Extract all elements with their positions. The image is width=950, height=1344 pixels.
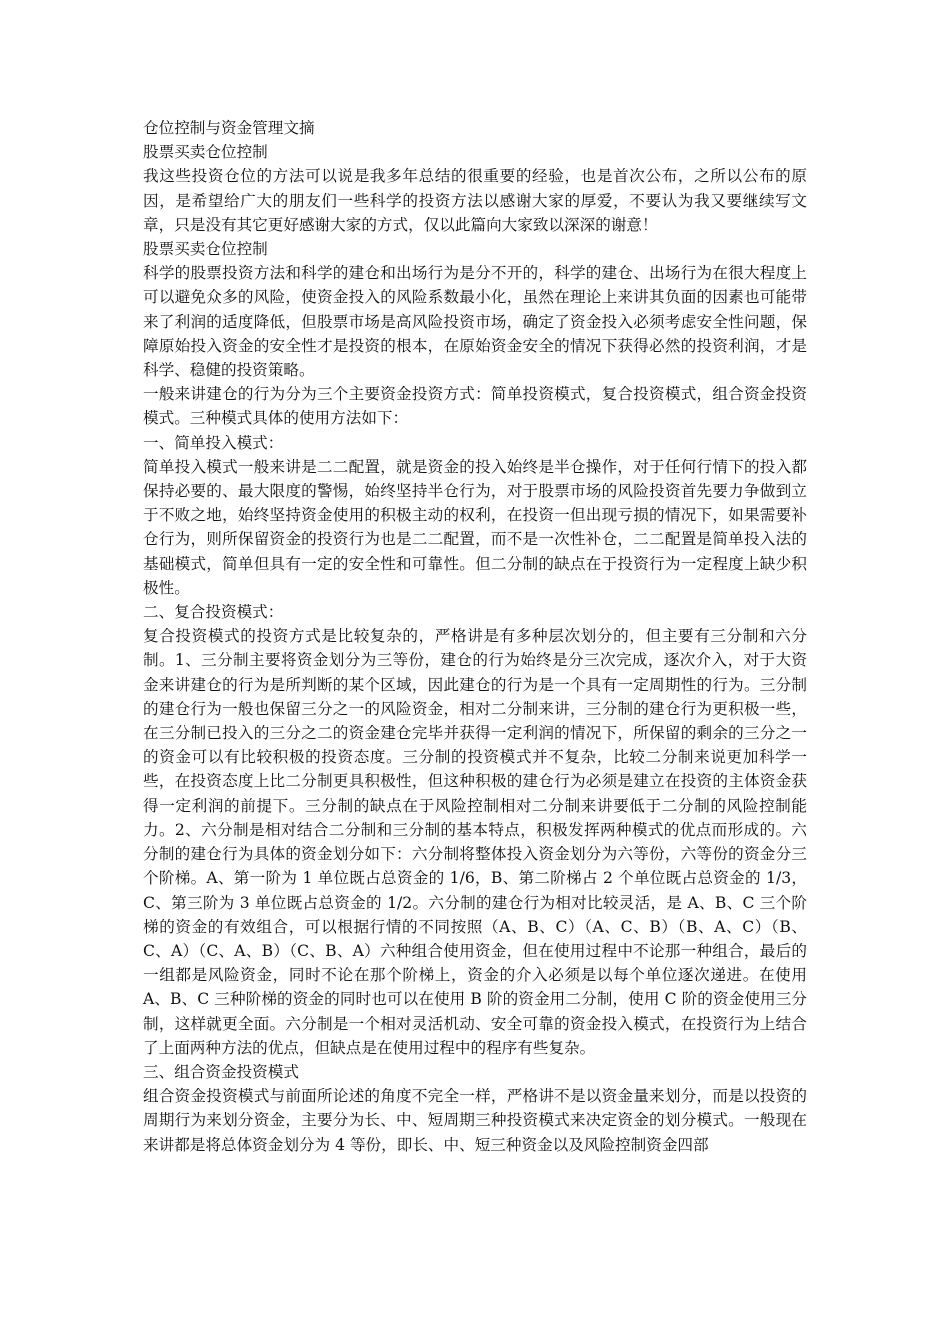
subsection-heading: 二、复合投资模式： xyxy=(143,603,284,622)
subsection-heading: 三、组合资金投资模式 xyxy=(143,1062,299,1081)
document-title: 仓位控制与资金管理文摘 xyxy=(143,119,315,137)
intro-paragraph: 我这些投资仓位的方法可以说是我多年总结的很重要的经验，也是首次公布，之所以公布的原因，是希望给广大的朋友们一些科学的投资方法以感谢大家的厚爱，不要认为我又要继续写文章，只是没有其它更好感谢大家的方式，仅以此篇向大家致以深深的谢意！ xyxy=(143,167,807,234)
body-paragraph: 复合投资模式的投资方式是比较复杂的，严格讲是有多种层次划分的，但主要有三分制和六分制。1、三分制主要将资金划分为三等份，建仓的行为始终是分三次完成，逐次介入，对于大资金来讲建仓的行为是所判断的某个区域，因此建仓的行为是一个具有一定周期性的行为。三分制的建仓行为一般也保留三分之一的风险资金，相对二分制来讲，三分制的建仓行为更积极一些，在三分制已投入的三分之二的资金建仓完毕并获得一定利润的情况下，所保留的剩余的三分之一的资金可以有比较积极的投资态度。三分制的投资模式并不复杂，比较二分制来说更加科学一些，在投资态度上比二分制更具积极性，但这种积极的建仓行为必须是建立在投资的主体资金获得一定利润的前提下。三分制的缺点在于风险控制相对二分制来讲要低于二分制的风险控制能力。2、六分制是相对结合二分制和三分制的基本特点，积极发挥两种模式的优点而形成的。六分制的建仓行为具体的资金划分如下：六分制将整体投入资金划分为六等份，六等份的资金分三个阶梯。A、第一阶为 1 单位既占总资金的 1/6，B、第二阶梯占 2 个单位既占总资金的 1/3，C、第三阶为 3 单位既占总资金的 1/2。六分制的建仓行为相对比较灵活，是 A、B、C 三个阶梯的资金的有效组合，可以根据行情的不同按照（A、B、C）（A、C、B）（B、A、C）（B、C、A）（C、A、B）（C、B、A）六种组合使用资金，但在使用过程中不论那一种组合，最后的一组都是风险资金，同时不论在那个阶梯上，资金的介入必须是以每个单位逐次递进。在使用 A、B、C 三种阶梯的资金的同时也可以在使用 B 阶的资金用二分制，使用 C 阶的资金使用三分制，这样就更全面。六分制是一个相对灵活机动、安全可靠的资金投入模式，在投资行为上结合了上面两种方法的优点，但缺点是在使用过程中的程序有些复杂。 xyxy=(143,627,807,1057)
body-paragraph: 科学的股票投资方法和科学的建仓和出场行为是分不开的，科学的建仓、出场行为在很大程度上可以避免众多的风险，使资金投入的风险系数最小化，虽然在理论上来讲其负面的因素也可能带来了利润的适度降低，但股票市场是高风险投资市场，确定了资金投入必须考虑安全性问题，保障原始投入资金的安全性才是投资的根本，在原始资金安全的情况下获得必然的投资利润，才是科学、稳健的投资策略。 xyxy=(143,264,807,380)
body-paragraph: 组合资金投资模式与前面所论述的角度不完全一样，严格讲不是以资金量来划分，而是以投资的周期行为来划分资金，主要分为长、中、短周期三种投资模式来决定资金的划分模式。一般现在来讲都是将总体资金划分为 4 等份，即长、中、短三种资金以及风险控制资金四部 xyxy=(143,1087,807,1154)
document-page xyxy=(143,116,807,1157)
section-heading: 股票买卖仓位控制 xyxy=(143,240,268,259)
section-heading: 股票买卖仓位控制 xyxy=(143,143,268,162)
body-paragraph: 一般来讲建仓的行为分为三个主要资金投资方式：简单投资模式，复合投资模式，组合资金投资模式。三种模式具体的使用方法如下： xyxy=(143,385,807,428)
subsection-heading: 一、简单投入模式： xyxy=(143,433,284,452)
body-paragraph: 简单投入模式一般来讲是二二配置，就是资金的投入始终是半仓操作，对于任何行情下的投入都保持必要的、最大限度的警惕，始终坚持半仓行为，对于股票市场的风险投资首先要力争做到立于不败之地，始终坚持资金使用的积极主动的权利，在投资一但出现亏损的情况下，如果需要补仓行为，则所保留资金的投资行为也是二二配置，而不是一次性补仓，二二配置是简单投入法的基础模式，简单但具有一定的安全性和可靠性。但二分制的缺点在于投资行为一定程度上缺少积极性。 xyxy=(143,457,807,597)
